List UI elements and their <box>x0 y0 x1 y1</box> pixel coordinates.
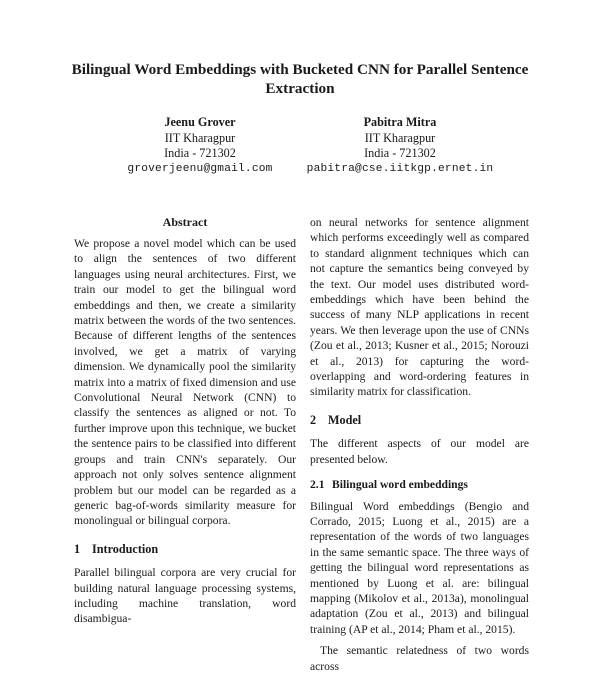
author-name: Pabitra Mitra <box>363 115 437 129</box>
subsection-heading-bilingual-word-embeddings <box>310 477 529 492</box>
right-column <box>310 215 529 674</box>
section-title: Introduction <box>92 541 159 556</box>
section-number: 1 <box>74 541 81 556</box>
abstract-text: We propose a novel model which can be used to align the sentences of two different languages using neural architectures. First, we train our model to get the bilingual word embeddings and then, we create a similarity matrix between the words of the two sentences. Because of different lengths of the sentences involved, we get a matrix of varying dimension. We dynamically pool the similarity matrix into a matrix of fixed dimension and use Convolutional Neural Network (CNN) to classify the sentences as aligned or not. To further improve upon this technique, we bucket the sentence pairs to be classified into different groups and train CNN's separately. Our approach not only solves sentence alignment problem but our model can be regarded as a generic bag-of-words similarity measure for monolingual or bilingual corpora. <box>74 237 296 528</box>
section-number: 2 <box>310 412 317 427</box>
model-paragraph: The different aspects of our model are presented below. <box>310 437 529 466</box>
left-column <box>74 215 296 627</box>
author-email: groverjeenu@gmail.com <box>127 162 273 175</box>
subsection-number: 2.1 <box>310 478 325 492</box>
author-location: India - 721302 <box>364 146 436 160</box>
author-email: pabitra@cse.iitkgp.ernet.in <box>306 162 494 175</box>
intro-paragraph: Parallel bilingual corpora are very crucial for building natural language processing systems, including machine translation, word disambigua- <box>74 566 296 626</box>
bwe-paragraph: Bilingual Word embeddings (Bengio and Corrado, 2015; Luong et al., 2015) are a representation of the words of two languages in the same semantic space. The three ways of getting the bilingual word representations as mentioned by Luong et al. are: bilingual mapping (Mikolov et al., 2013a), monolingual adaptation (Zou et al., 2013) and bilingual training (AP et al., 2014; Pham et al., 2015). <box>310 499 529 636</box>
author-affiliation: IIT Kharagpur <box>164 130 236 145</box>
author-location: India - 721302 <box>164 146 236 160</box>
section-title: Model <box>328 412 362 427</box>
author-name: Jeenu Grover <box>164 115 236 129</box>
paper-title: Bilingual Word Embeddings with Bucketed CNN for Parallel Sentence Extraction <box>71 61 529 97</box>
section-heading-introduction <box>74 542 296 557</box>
abstract-heading: Abstract <box>162 215 208 229</box>
section-heading-model <box>310 413 529 428</box>
bwe-paragraph-next: The semantic relatedness of two words across <box>310 644 529 673</box>
author-block <box>270 115 530 177</box>
intro-paragraph-continued: on neural networks for sentence alignment which performs exceedingly well as compared to standard alignment techniques which can not capture the semantics being conveyed by the text. Our model uses distributed word-embeddings which have been behind the success of many NLP applications in recent years. We then leverage upon the use of CNNs (Zou et al., 2013; Kusner et al., 2015; Norouzi et al., 2013) for capturing the word-overlapping and word-ordering features in similarity matrix for classification. <box>310 216 529 399</box>
author-affiliation: IIT Kharagpur <box>364 130 436 145</box>
subsection-title: Bilingual word embeddings <box>332 478 468 492</box>
